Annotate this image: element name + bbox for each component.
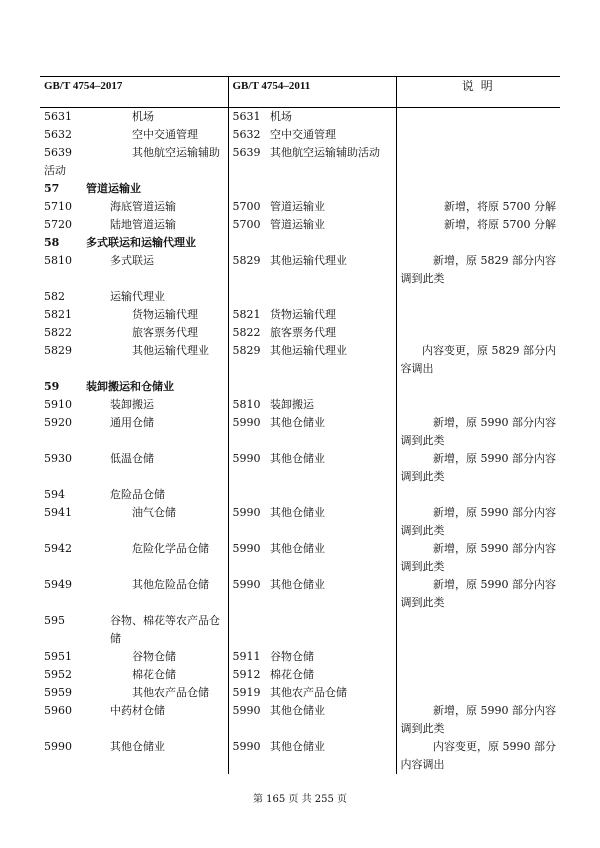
name-2017-text: 陆地管道运输 [110, 218, 176, 231]
code-2017: 5941 [44, 506, 72, 519]
code-2011: 5990 [232, 578, 261, 591]
name-2011: 谷物仓储 [266, 648, 396, 666]
name-2011 [266, 612, 396, 648]
empty-cell [396, 162, 560, 180]
code-2011: 5919 [232, 686, 261, 699]
note-cell [396, 378, 560, 396]
name-2017-text: 油气仓储 [132, 506, 176, 519]
name-2017 [82, 702, 228, 738]
name-2017 [82, 144, 228, 162]
code-2017: 582 [44, 290, 65, 303]
table-row [40, 396, 560, 414]
name-2017-text: 谷物仓储 [132, 650, 176, 663]
code-2011 [228, 180, 266, 198]
code-2011: 5632 [232, 128, 261, 141]
note-line-2: 调到此类 [400, 722, 445, 735]
code-2017: 5920 [44, 416, 72, 429]
code-2011: 5822 [232, 326, 261, 339]
note-cell [396, 576, 560, 612]
name-2017-text: 棉花仓储 [132, 668, 176, 681]
note-cell [396, 234, 560, 252]
name-2017 [82, 666, 228, 684]
note-cell [396, 342, 560, 378]
code-2011: 5700 [232, 218, 261, 231]
name-2011: 其他农产品仓储 [266, 684, 396, 702]
name-2011: 其他航空运输辅助活动 [266, 144, 396, 162]
name-2011 [266, 288, 396, 306]
note-cell [396, 216, 560, 234]
name-2017 [82, 612, 228, 648]
code-2011: 5911 [232, 650, 261, 663]
note-cell [396, 684, 560, 702]
name-2017-text: 装卸搬运和仓储业 [86, 380, 174, 393]
name-2017-text: 装卸搬运 [110, 398, 154, 411]
note-cell [396, 126, 560, 144]
table-row [40, 324, 560, 342]
table-row [40, 234, 560, 252]
code-2011: 5631 [232, 110, 261, 123]
table-row [40, 504, 560, 540]
code-2011: 5700 [232, 200, 261, 213]
name-2011 [266, 234, 396, 252]
table-row [40, 342, 560, 378]
note-line-1: 新增，原 5829 部分内容 [433, 254, 557, 267]
header-std-2011: GB/T 4754–2011 [228, 77, 396, 108]
table-row [40, 252, 560, 288]
note-line-2: 调到此类 [400, 560, 445, 573]
code-2011: 5829 [232, 254, 261, 267]
code-2017: 5829 [44, 344, 72, 357]
name-2017 [82, 108, 228, 127]
code-2017: 5639 [44, 146, 72, 159]
code-2011 [228, 486, 266, 504]
table-row [40, 666, 560, 684]
name-2017 [82, 126, 228, 144]
note-cell [396, 180, 560, 198]
name-2017-wrap: 活动 [40, 162, 228, 180]
name-2017 [82, 504, 228, 540]
name-2017-text: 其他航空运输辅助 [132, 146, 220, 159]
table-header-row [40, 77, 560, 108]
code-2017: 595 [44, 614, 65, 627]
code-2011: 5990 [232, 542, 261, 555]
name-2011 [266, 180, 396, 198]
name-2017-text: 危险品仓储 [110, 488, 165, 501]
name-2017-text: 中药材仓储 [110, 704, 165, 717]
code-2011: 5829 [232, 344, 261, 357]
table-row [40, 684, 560, 702]
note-cell [396, 666, 560, 684]
table-row [40, 648, 560, 666]
note-cell [396, 504, 560, 540]
note-cell [396, 306, 560, 324]
table-row [40, 180, 560, 198]
table-row [40, 702, 560, 738]
name-2017-text: 其他危险品仓储 [132, 578, 209, 591]
name-2011: 其他仓储业 [266, 702, 396, 738]
note-cell [396, 648, 560, 666]
name-2017-text: 危险化学品仓储 [132, 542, 209, 555]
name-2011 [266, 486, 396, 504]
name-2017 [82, 486, 228, 504]
note-cell [396, 738, 560, 774]
code-2017: 5821 [44, 308, 72, 321]
name-2017-text: 低温仓储 [110, 452, 154, 465]
table-row [40, 144, 560, 162]
code-2011 [228, 378, 266, 396]
note-line-1: 新增，原 5990 部分内容 [433, 542, 557, 555]
note-line-2: 调到此类 [400, 596, 445, 609]
name-2017 [82, 378, 228, 396]
code-2017: 5952 [44, 668, 72, 681]
note-cell [396, 198, 560, 216]
name-2017 [82, 306, 228, 324]
note-line-2: 调到此类 [400, 524, 445, 537]
note-line-2: 调到此类 [400, 434, 445, 447]
note-cell [396, 108, 560, 127]
table-row-continuation [40, 162, 560, 180]
name-2011: 其他仓储业 [266, 450, 396, 486]
name-2017-text: 海底管道运输 [110, 200, 176, 213]
code-2017: 5910 [44, 398, 72, 411]
table-row [40, 414, 560, 450]
name-2017 [82, 540, 228, 576]
header-note: 说 明 [396, 77, 560, 108]
code-2017: 5720 [44, 218, 72, 231]
table-row [40, 540, 560, 576]
note-cell [396, 540, 560, 576]
table-row [40, 216, 560, 234]
name-2017 [82, 450, 228, 486]
name-2017-text: 多式联运 [110, 254, 154, 267]
header-std-2017: GB/T 4754–2017 [40, 77, 228, 108]
note-cell [396, 414, 560, 450]
name-2017 [82, 414, 228, 450]
name-2017 [82, 342, 228, 378]
code-2017: 5822 [44, 326, 72, 339]
name-2017-text: 运输代理业 [110, 290, 165, 303]
name-2017 [82, 576, 228, 612]
name-2017-text: 空中交通管理 [132, 128, 198, 141]
table-row [40, 738, 560, 774]
code-2011: 5990 [232, 506, 261, 519]
table-row [40, 108, 560, 127]
table-row [40, 612, 560, 648]
name-2011: 棉花仓储 [266, 666, 396, 684]
code-2017: 5930 [44, 452, 72, 465]
note-line-2: 调到此类 [400, 272, 445, 285]
note-cell [396, 288, 560, 306]
table-row [40, 198, 560, 216]
note-line-2: 容调出 [400, 362, 434, 375]
name-2017 [82, 684, 228, 702]
note-line-1: 新增，将原 5700 分解 [444, 218, 557, 231]
name-2017 [82, 288, 228, 306]
note-line-1: 新增，原 5990 部分内容 [433, 704, 557, 717]
note-line-2: 调到此类 [400, 470, 445, 483]
code-2011: 5810 [232, 398, 261, 411]
name-2011: 旅客票务代理 [266, 324, 396, 342]
name-2017 [82, 738, 228, 774]
name-2011: 其他仓储业 [266, 504, 396, 540]
name-2011: 其他运输代理业 [266, 252, 396, 288]
name-2017 [82, 252, 228, 288]
note-line-1: 内容变更，原 5990 部分 [433, 740, 557, 753]
code-2011 [228, 612, 266, 648]
code-2017: 58 [44, 236, 60, 249]
name-2011: 管道运输业 [266, 216, 396, 234]
note-line-1: 新增，将原 5700 分解 [444, 200, 557, 213]
note-cell [396, 324, 560, 342]
name-2017 [82, 180, 228, 198]
name-2017-text: 其他运输代理业 [132, 344, 209, 357]
code-2017: 5949 [44, 578, 72, 591]
code-2017: 59 [44, 380, 60, 393]
name-2011: 装卸搬运 [266, 396, 396, 414]
note-line-1: 新增，原 5990 部分内容 [433, 506, 557, 519]
name-2011 [266, 378, 396, 396]
code-2017: 5960 [44, 704, 72, 717]
code-2017: 5631 [44, 110, 72, 123]
name-2017-text: 谷物、棉花等农产品仓储 [110, 614, 220, 645]
note-cell [396, 486, 560, 504]
name-2011: 机场 [266, 108, 396, 127]
name-2017-text: 通用仓储 [110, 416, 154, 429]
note-cell [396, 252, 560, 288]
name-2017 [82, 234, 228, 252]
code-2017: 5951 [44, 650, 72, 663]
note-cell [396, 612, 560, 648]
note-cell [396, 702, 560, 738]
table-row [40, 126, 560, 144]
code-2011: 5990 [232, 704, 261, 717]
table-row [40, 576, 560, 612]
code-2017: 5959 [44, 686, 72, 699]
empty-cell [228, 162, 396, 180]
code-2017: 5810 [44, 254, 72, 267]
code-2017: 5632 [44, 128, 72, 141]
name-2017 [82, 396, 228, 414]
table-row [40, 378, 560, 396]
code-2017: 5942 [44, 542, 72, 555]
name-2011: 货物运输代理 [266, 306, 396, 324]
table-row [40, 306, 560, 324]
code-2011: 5821 [232, 308, 261, 321]
name-2011: 管道运输业 [266, 198, 396, 216]
name-2011: 其他运输代理业 [266, 342, 396, 378]
name-2017 [82, 216, 228, 234]
name-2011: 其他仓储业 [266, 738, 396, 774]
code-2011: 5990 [232, 416, 261, 429]
note-cell [396, 450, 560, 486]
name-2017-text: 多式联运和运输代理业 [86, 236, 196, 249]
name-2017-text: 机场 [132, 110, 154, 123]
name-2017-text: 管道运输业 [86, 182, 141, 195]
code-2011: 5990 [232, 452, 261, 465]
table-row [40, 450, 560, 486]
note-line-1: 新增，原 5990 部分内容 [433, 416, 557, 429]
note-line-1: 新增，原 5990 部分内容 [433, 578, 557, 591]
note-line-2: 内容调出 [400, 758, 445, 771]
note-line-1: 内容变更，原 5829 部分内 [422, 344, 557, 357]
name-2011: 其他仓储业 [266, 414, 396, 450]
name-2017 [82, 648, 228, 666]
note-cell [396, 396, 560, 414]
name-2017 [82, 198, 228, 216]
classification-comparison-table [40, 76, 560, 774]
table-row [40, 288, 560, 306]
name-2017-text: 其他仓储业 [110, 740, 165, 753]
code-2017: 5710 [44, 200, 72, 213]
code-2011 [228, 234, 266, 252]
note-cell [396, 144, 560, 162]
code-2017: 57 [44, 182, 60, 195]
code-2017: 5990 [44, 740, 72, 753]
code-2011: 5990 [232, 740, 261, 753]
name-2011: 其他仓储业 [266, 540, 396, 576]
code-2017: 594 [44, 488, 65, 501]
name-2017-text: 货物运输代理 [132, 308, 198, 321]
name-2017 [82, 324, 228, 342]
code-2011 [228, 288, 266, 306]
name-2017-text: 其他农产品仓储 [132, 686, 209, 699]
page-number-footer: 第 165 页 共 255 页 [252, 794, 348, 805]
name-2011: 空中交通管理 [266, 126, 396, 144]
code-2011: 5639 [232, 146, 261, 159]
note-line-1: 新增，原 5990 部分内容 [433, 452, 557, 465]
table-row [40, 486, 560, 504]
name-2011: 其他仓储业 [266, 576, 396, 612]
name-2017-text: 旅客票务代理 [132, 326, 198, 339]
code-2011: 5912 [232, 668, 261, 681]
